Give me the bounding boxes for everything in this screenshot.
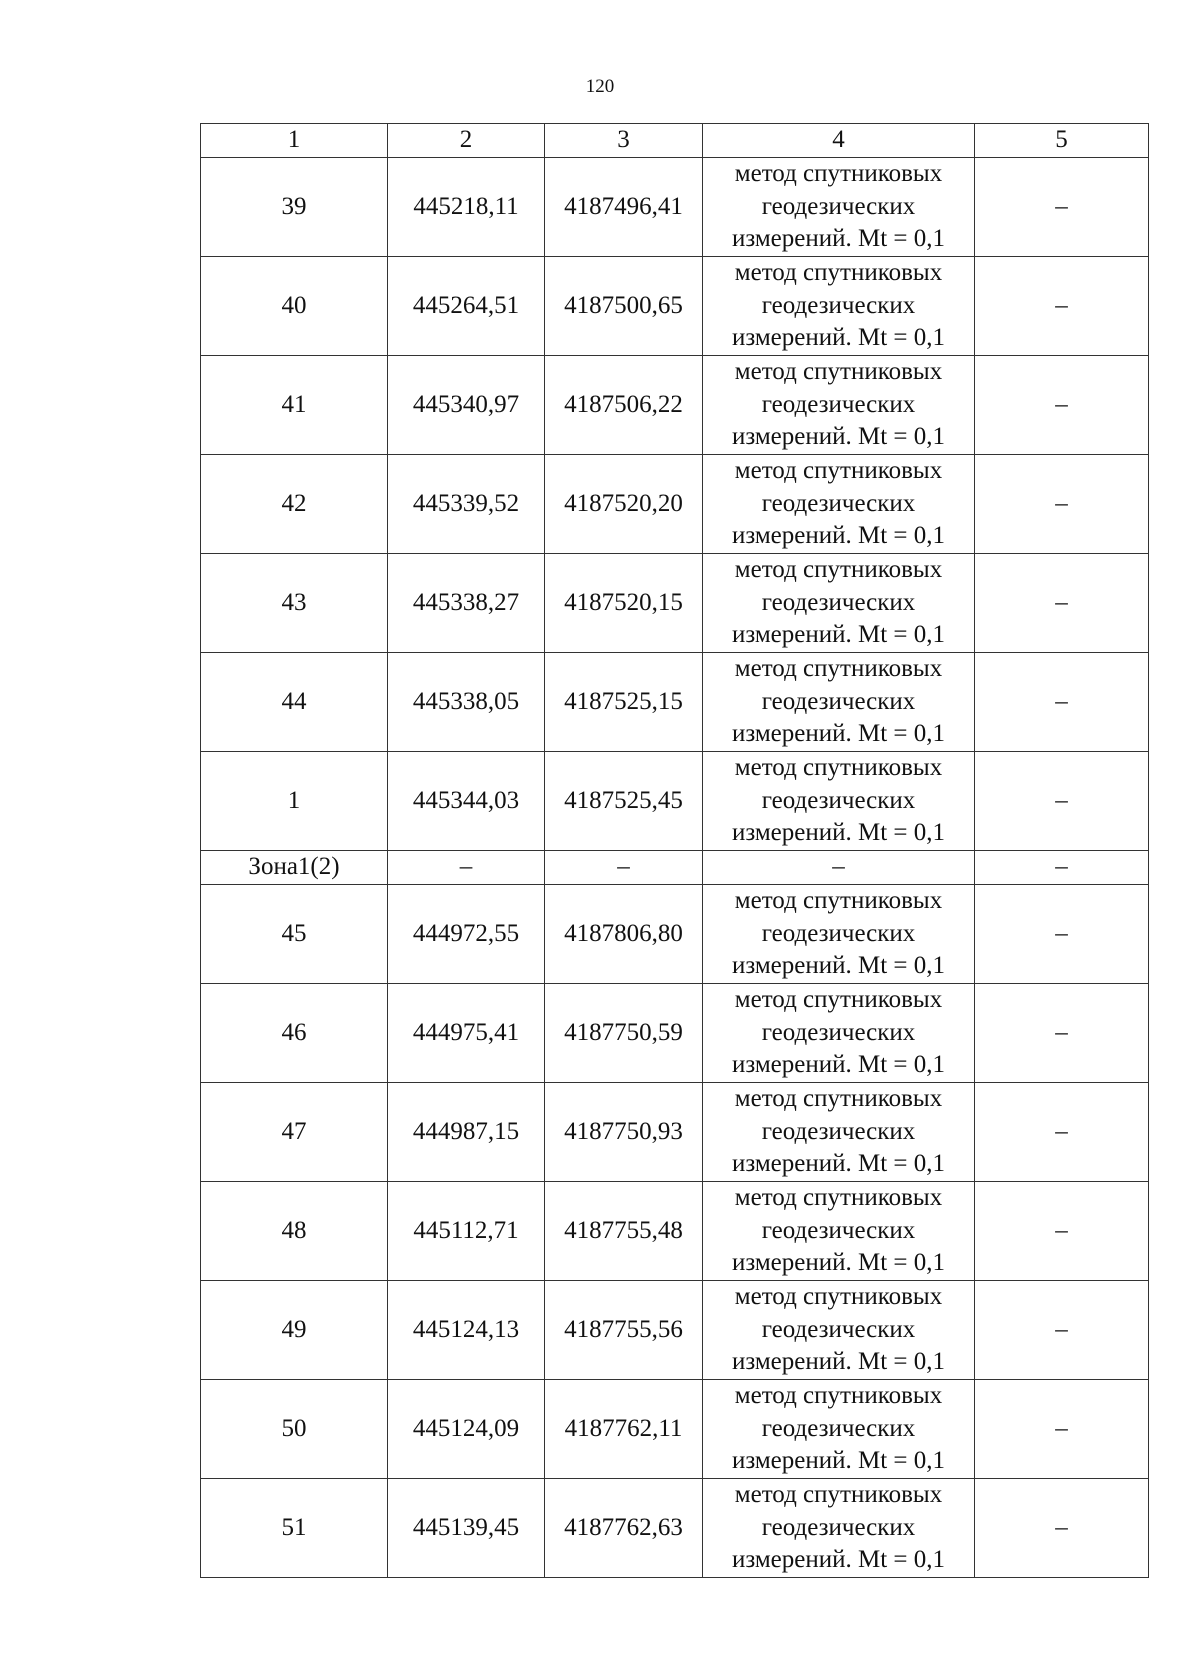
- note-cell: –: [975, 885, 1149, 984]
- method-line: метод спутниковых: [734, 655, 943, 683]
- note-cell: –: [975, 1380, 1149, 1479]
- method-cell: [703, 1182, 975, 1281]
- coordinate-y: 4187755,48: [545, 1182, 703, 1281]
- method-cell: [703, 653, 975, 752]
- method-line: измерений. Mt = 0,1: [731, 1249, 946, 1277]
- coordinate-x: 445338,27: [388, 554, 545, 653]
- coordinate-y: 4187525,15: [545, 653, 703, 752]
- column-header: 5: [975, 124, 1149, 158]
- table-row: [201, 455, 1149, 554]
- table-row: [201, 1182, 1149, 1281]
- method-line: измерений. Mt = 0,1: [731, 720, 946, 748]
- coordinate-y: 4187806,80: [545, 885, 703, 984]
- coordinate-x: 445218,11: [388, 158, 545, 257]
- method-cell: [703, 257, 975, 356]
- method-line: геодезических: [761, 919, 916, 947]
- table-row: [201, 984, 1149, 1083]
- method-cell: [703, 1281, 975, 1380]
- coordinate-y: 4187750,93: [545, 1083, 703, 1182]
- coordinate-y: 4187506,22: [545, 356, 703, 455]
- note-cell: –: [975, 455, 1149, 554]
- coordinate-x: 445139,45: [388, 1479, 545, 1578]
- method-cell: [703, 1380, 975, 1479]
- coordinate-y: 4187755,56: [545, 1281, 703, 1380]
- method-line: метод спутниковых: [734, 1283, 943, 1311]
- page-number: 120: [585, 76, 615, 97]
- coordinate-x: 444975,41: [388, 984, 545, 1083]
- method-line: измерений. Mt = 0,1: [731, 225, 946, 253]
- table-row: [201, 752, 1149, 851]
- note-cell: –: [975, 984, 1149, 1083]
- method-line: измерений. Mt = 0,1: [731, 1051, 946, 1079]
- coordinate-x: 445112,71: [388, 1182, 545, 1281]
- method-line: метод спутниковых: [734, 1382, 943, 1410]
- point-number: 50: [201, 1380, 388, 1479]
- point-number: 42: [201, 455, 388, 554]
- method-cell: [703, 1083, 975, 1182]
- method-line: геодезических: [761, 489, 916, 517]
- method-line: геодезических: [761, 390, 916, 418]
- table-row: [201, 1083, 1149, 1182]
- point-number: 39: [201, 158, 388, 257]
- coordinate-y: 4187520,15: [545, 554, 703, 653]
- note-cell: –: [975, 554, 1149, 653]
- note-cell: –: [975, 653, 1149, 752]
- method-line: метод спутниковых: [734, 160, 943, 188]
- note-cell: –: [975, 752, 1149, 851]
- method-line: метод спутниковых: [734, 986, 943, 1014]
- header-row: [201, 124, 1149, 158]
- method-cell: [703, 1479, 975, 1578]
- method-line: метод спутниковых: [734, 754, 943, 782]
- method-cell: [703, 158, 975, 257]
- column-header: 2: [388, 124, 545, 158]
- method-line: геодезических: [761, 1216, 916, 1244]
- method-line: геодезических: [761, 1117, 916, 1145]
- zone-cell: –: [975, 851, 1149, 885]
- method-line: измерений. Mt = 0,1: [731, 819, 946, 847]
- method-cell: [703, 554, 975, 653]
- method-cell: [703, 455, 975, 554]
- method-line: измерений. Mt = 0,1: [731, 1447, 946, 1475]
- point-number: 47: [201, 1083, 388, 1182]
- table-row: [201, 356, 1149, 455]
- note-cell: –: [975, 257, 1149, 356]
- method-line: метод спутниковых: [734, 457, 943, 485]
- coordinate-x: 445124,13: [388, 1281, 545, 1380]
- method-line: геодезических: [761, 786, 916, 814]
- point-number: 48: [201, 1182, 388, 1281]
- method-line: измерений. Mt = 0,1: [731, 1546, 946, 1574]
- note-cell: –: [975, 356, 1149, 455]
- point-number: 45: [201, 885, 388, 984]
- table-row: [201, 554, 1149, 653]
- column-header: 4: [703, 124, 975, 158]
- column-header: 3: [545, 124, 703, 158]
- point-number: 51: [201, 1479, 388, 1578]
- coordinate-x: 445340,97: [388, 356, 545, 455]
- method-cell: [703, 885, 975, 984]
- table-row: [201, 653, 1149, 752]
- coordinate-x: 445264,51: [388, 257, 545, 356]
- table-row: [201, 885, 1149, 984]
- table-row: [201, 158, 1149, 257]
- method-cell: [703, 752, 975, 851]
- point-number: 1: [201, 752, 388, 851]
- note-cell: –: [975, 1083, 1149, 1182]
- method-line: геодезических: [761, 1513, 916, 1541]
- coordinate-y: 4187750,59: [545, 984, 703, 1083]
- note-cell: –: [975, 1479, 1149, 1578]
- method-line: измерений. Mt = 0,1: [731, 1150, 946, 1178]
- method-line: метод спутниковых: [734, 358, 943, 386]
- method-line: метод спутниковых: [734, 259, 943, 287]
- method-line: измерений. Mt = 0,1: [731, 423, 946, 451]
- method-line: измерений. Mt = 0,1: [731, 621, 946, 649]
- method-line: метод спутниковых: [734, 1184, 943, 1212]
- coordinate-y: 4187525,45: [545, 752, 703, 851]
- coordinate-x: 445339,52: [388, 455, 545, 554]
- method-cell: [703, 984, 975, 1083]
- method-line: геодезических: [761, 1315, 916, 1343]
- zone-cell: –: [703, 851, 975, 885]
- zone-row: [201, 851, 1149, 885]
- note-cell: –: [975, 158, 1149, 257]
- zone-cell: –: [388, 851, 545, 885]
- method-line: измерений. Mt = 0,1: [731, 1348, 946, 1376]
- point-number: 46: [201, 984, 388, 1083]
- note-cell: –: [975, 1281, 1149, 1380]
- coordinate-y: 4187762,11: [545, 1380, 703, 1479]
- method-line: геодезических: [761, 291, 916, 319]
- coordinate-y: 4187496,41: [545, 158, 703, 257]
- coordinate-x: 444972,55: [388, 885, 545, 984]
- zone-cell: –: [545, 851, 703, 885]
- coordinate-y: 4187500,65: [545, 257, 703, 356]
- point-number: 40: [201, 257, 388, 356]
- coordinate-x: 445344,03: [388, 752, 545, 851]
- table-row: [201, 257, 1149, 356]
- method-line: геодезических: [761, 588, 916, 616]
- method-cell: [703, 356, 975, 455]
- method-line: геодезических: [761, 1018, 916, 1046]
- table-row: [201, 1479, 1149, 1578]
- method-line: геодезических: [761, 1414, 916, 1442]
- method-line: геодезических: [761, 687, 916, 715]
- coordinate-y: 4187762,63: [545, 1479, 703, 1578]
- point-number: 49: [201, 1281, 388, 1380]
- coordinate-x: 445124,09: [388, 1380, 545, 1479]
- table-row: [201, 1380, 1149, 1479]
- zone-label: Зона1(2): [201, 851, 388, 885]
- point-number: 41: [201, 356, 388, 455]
- point-number: 43: [201, 554, 388, 653]
- method-line: измерений. Mt = 0,1: [731, 522, 946, 550]
- method-line: измерений. Mt = 0,1: [731, 324, 946, 352]
- note-cell: –: [975, 1182, 1149, 1281]
- column-header: 1: [201, 124, 388, 158]
- method-line: метод спутниковых: [734, 1085, 943, 1113]
- method-line: геодезических: [761, 192, 916, 220]
- coordinates-table: [200, 123, 1149, 1578]
- table-row: [201, 1281, 1149, 1380]
- point-number: 44: [201, 653, 388, 752]
- coordinate-y: 4187520,20: [545, 455, 703, 554]
- method-line: метод спутниковых: [734, 887, 943, 915]
- method-line: метод спутниковых: [734, 556, 943, 584]
- coordinate-x: 444987,15: [388, 1083, 545, 1182]
- coordinate-x: 445338,05: [388, 653, 545, 752]
- method-line: метод спутниковых: [734, 1481, 943, 1509]
- method-line: измерений. Mt = 0,1: [731, 952, 946, 980]
